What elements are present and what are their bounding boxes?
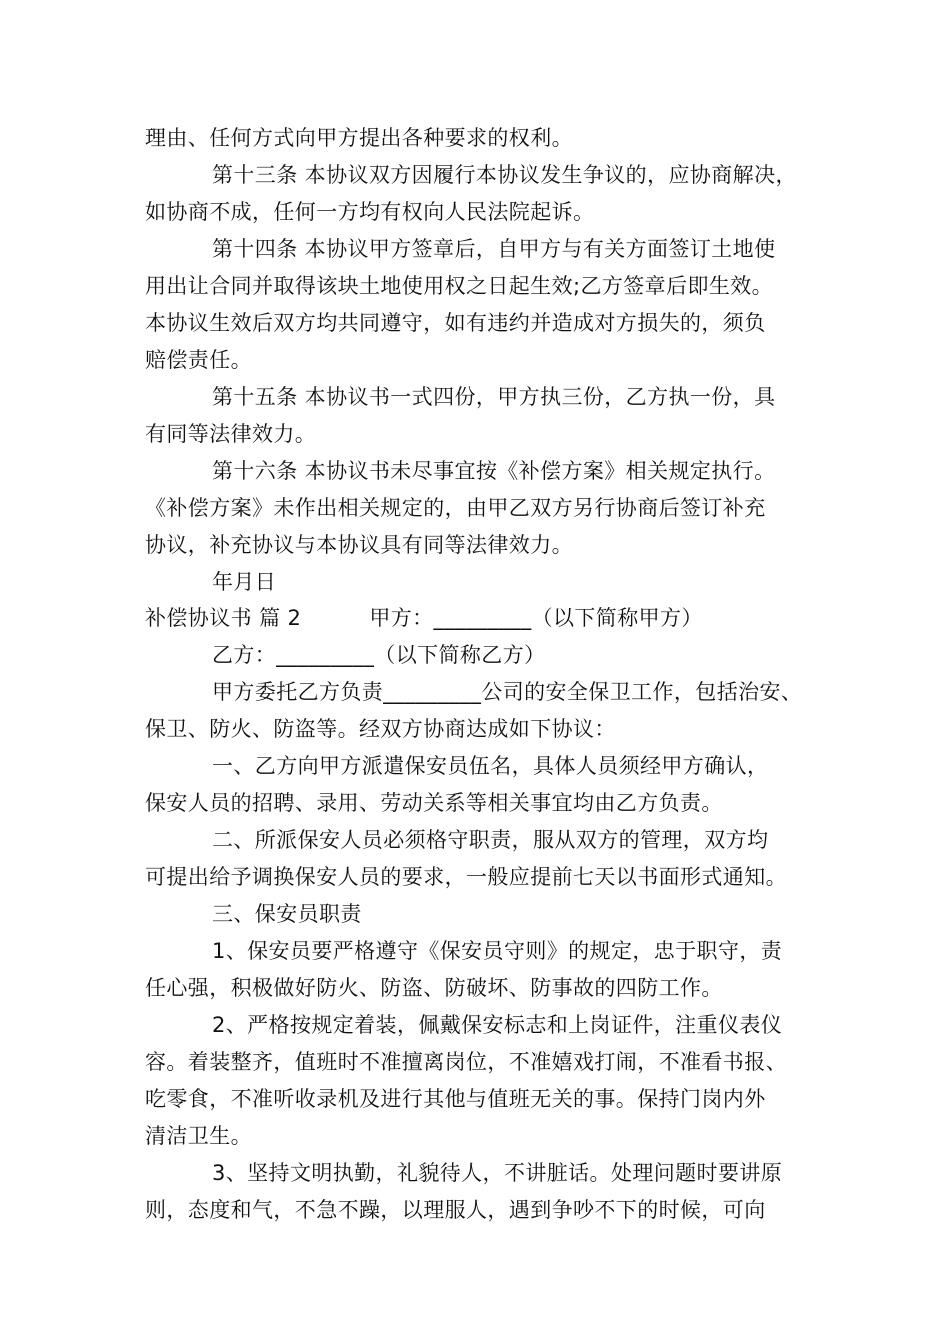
text-line: 保安人员的招聘、录用、劳动关系等相关事宜均由乙方负责。: [145, 791, 723, 815]
text-line: 用出让合同并取得该块土地使用权之日起生效;乙方签章后即生效。: [145, 274, 774, 298]
duty-2: 2、严格按规定着装，佩戴保安标志和上岗证件，注重仪表仪: [212, 1013, 783, 1037]
duty-3: 3、坚持文明执勤，礼貌待人，不讲脏话。处理问题时要讲原: [212, 1161, 783, 1185]
text-line: 可提出给予调换保安人员的要求，一般应提前七天以书面形式通知。: [145, 865, 787, 889]
text-line: 如协商不成，任何一方均有权向人民法院起诉。: [145, 200, 595, 224]
section-title-line: [145, 604, 703, 632]
duty-1: 1、保安员要严格遵守《保安员守则》的规定，忠于职守，责: [212, 939, 783, 963]
text-line: 吃零食，不准听收录机及进行其他与值班无关的事。保持门岗内外: [145, 1087, 766, 1111]
date-line: 年月日: [212, 570, 277, 594]
text-line: 有同等法律效力。: [145, 422, 317, 446]
text-line: 保卫、防火、防盗等。经双方协商达成如下协议：: [145, 717, 616, 741]
clause-15-heading: 第十五条 本协议书一式四份，甲方执三份，乙方执一份，具: [212, 385, 776, 409]
clause-14-heading: 第十四条 本协议甲方签章后，自甲方与有关方面签订土地使: [212, 237, 776, 261]
clause-16-heading: 第十六条 本协议书未尽事宜按《补偿方案》相关规定执行。: [212, 459, 776, 483]
text-line: 容。着装整齐，值班时不准擅离岗位，不准嬉戏打闹，不准看书报、: [145, 1050, 787, 1074]
party-a-line: 甲方：_________（以下简称甲方）: [369, 606, 703, 630]
section-title: 补偿协议书 篇 2: [145, 606, 302, 630]
party-b-line: 乙方：_________（以下简称乙方）: [212, 643, 546, 667]
text-line: 甲方委托乙方负责_________公司的安全保卫工作，包括治安、: [212, 680, 803, 704]
text-line: 清洁卫生。: [145, 1124, 252, 1148]
text-line: 本协议生效后双方均共同遵守，如有违约并造成对方损失的，须负: [145, 311, 766, 335]
text-line: 协议，补充协议与本协议具有同等法律效力。: [145, 533, 573, 557]
item-1: 一、乙方向甲方派遣保安员伍名，具体人员须经甲方确认，: [212, 754, 769, 778]
text-line: 则，态度和气，不急不躁，以理服人，遇到争吵不下的时候，可向: [145, 1198, 766, 1222]
text-line: 《补偿方案》未作出相关规定的，由甲乙双方另行协商后签订补充: [145, 496, 766, 520]
item-3-heading: 三、保安员职责: [212, 902, 362, 926]
text-line: 赔偿责任。: [145, 348, 252, 372]
text-line: 任心强，积极做好防火、防盗、防破坏、防事故的四防工作。: [145, 976, 723, 1000]
clause-13-heading: 第十三条 本协议双方因履行本协议发生争议的，应协商解决，: [212, 163, 797, 187]
text-line: 理由、任何方式向甲方提出各种要求的权利。: [145, 126, 573, 150]
item-2: 二、所派保安人员必须格守职责，服从双方的管理，双方均: [212, 828, 769, 852]
